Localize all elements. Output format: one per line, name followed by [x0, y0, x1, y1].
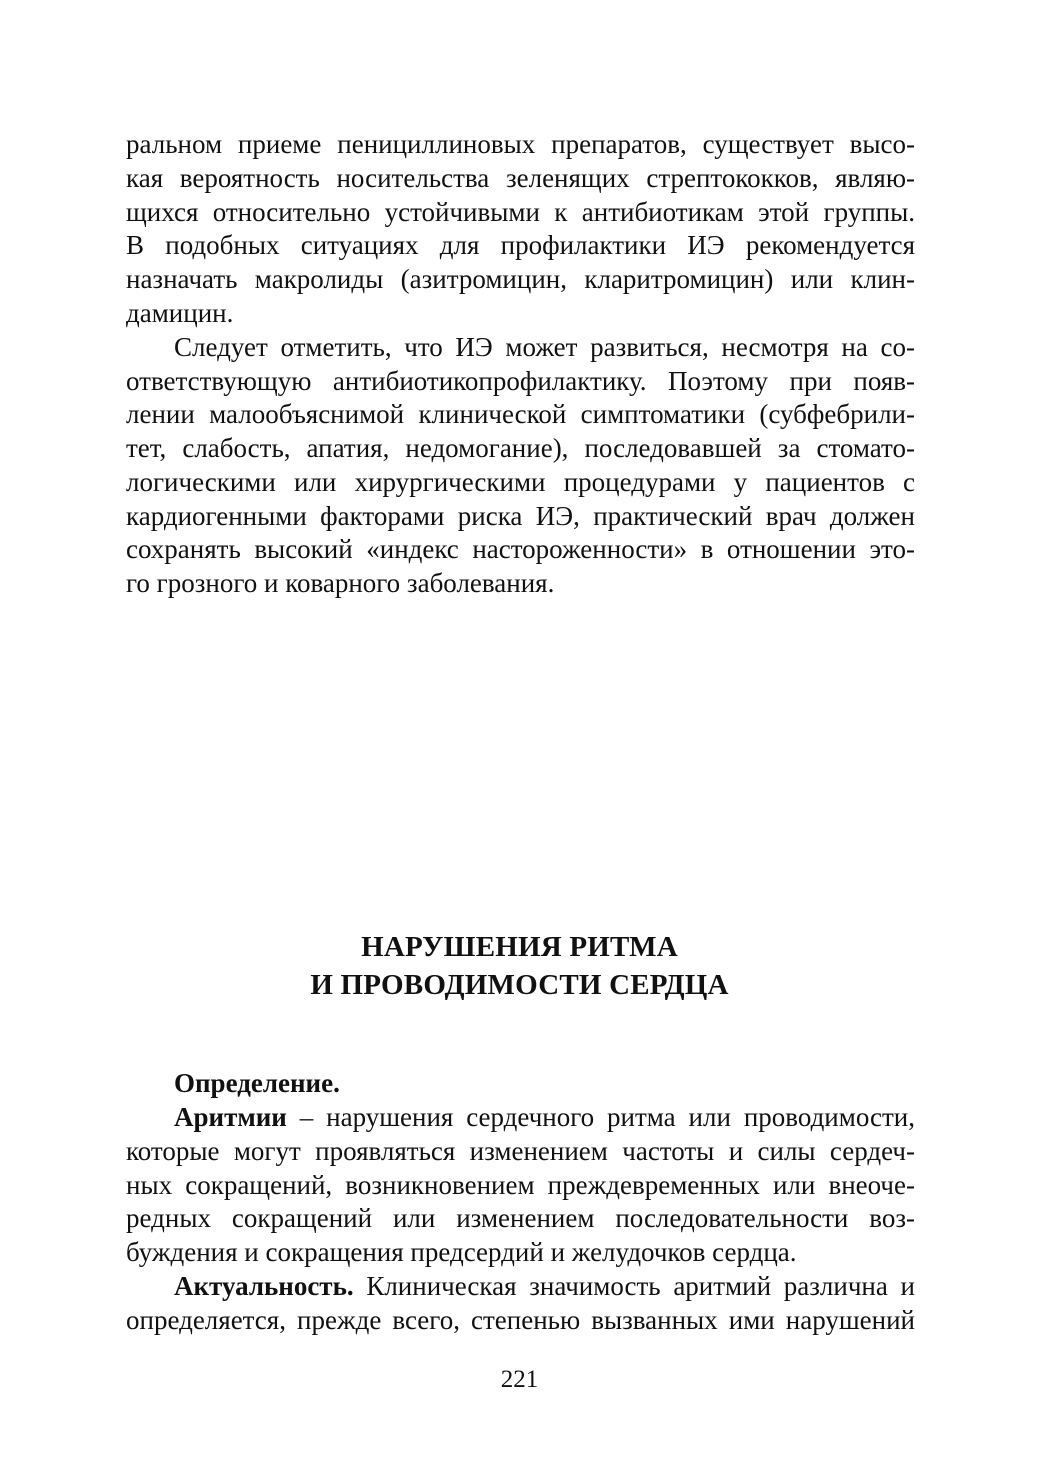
para4-line-1 — [174, 1269, 915, 1303]
para2-line-7: сохранять высокий «индекс настороженности» в отношении это- — [126, 534, 915, 564]
para1-line-4: В подобных ситуациях для профилактики ИЭ рекомендуется — [126, 230, 915, 260]
para1-line-1: ральном приеме пенициллиновых препаратов, существует высо- — [126, 129, 915, 159]
section-heading-line-2: И ПРОВОДИМОСТИ СЕРДЦА — [310, 969, 729, 1001]
term-relevance: Актуальность. — [174, 1271, 354, 1301]
para1-line-2: кая вероятность носительства зеленящих стрептококков, являю- — [126, 163, 915, 193]
para3-first-rest: – нарушения сердечного ритма или проводимости, — [286, 1102, 915, 1132]
page-number: 221 — [500, 1366, 539, 1393]
para4-line-2: определяется, прежде всего, степенью вызванных ими нарушений — [126, 1305, 915, 1335]
para2-line-5: логическими или хирургическими процедурами у пациентов с — [126, 467, 915, 497]
para2-line-3: лении малообъяснимой клинической симптоматики (субфебрили- — [126, 399, 915, 429]
para4-first-rest: Клиническая значимость аритмий различна и — [353, 1271, 915, 1301]
section-heading-line-1: НАРУШЕНИЯ РИТМА — [361, 931, 678, 963]
para1-line-3: щихся относительно устойчивыми к антибиотикам этой группы. — [126, 197, 915, 227]
term-arrhythmias: Аритмии — [174, 1102, 287, 1132]
para1-line-6: дамицин. — [126, 298, 234, 328]
para3-line-1 — [174, 1100, 915, 1134]
para1-line-5: назначать макролиды (азитромицин, кларитромицин) или клин- — [126, 264, 915, 294]
para2-line-6: кардиогенными факторами риска ИЭ, практический врач должен — [126, 501, 915, 531]
para3-line-2: которые могут проявляться изменением частоты и силы сердеч- — [126, 1136, 915, 1166]
para2-line-2: ответствующую антибиотикопрофилактику. Поэтому при появ- — [126, 366, 915, 396]
para2-line-8: го грозного и коварного заболевания. — [126, 568, 555, 598]
definition-label: Определение. — [174, 1068, 340, 1098]
para3-line-3: ных сокращений, возникновением преждевременных или внеоче- — [126, 1170, 915, 1200]
para3-line-5: буждения и сокращения предсердий и желудочков сердца. — [126, 1237, 797, 1267]
para2-line-1: Следует отметить, что ИЭ может развиться, несмотря на со- — [174, 332, 915, 362]
para2-line-4: тет, слабость, апатия, недомогание), последовавшей за стомато- — [126, 433, 915, 463]
para3-line-4: редных сокращений или изменением последовательности воз- — [126, 1203, 915, 1233]
